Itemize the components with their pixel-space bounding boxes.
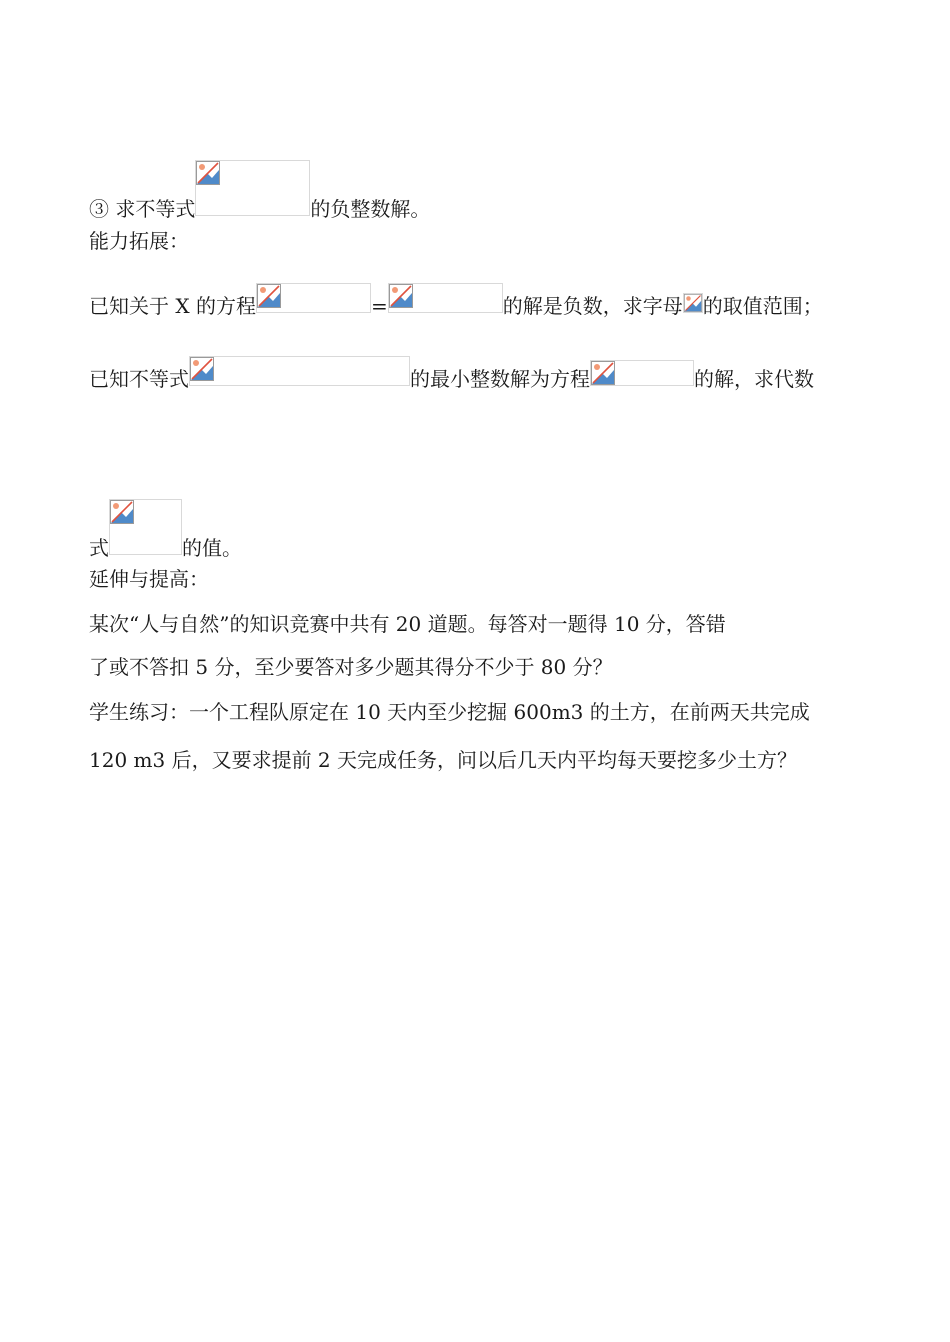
contest-line-1 bbox=[89, 614, 726, 634]
practice-text-2: 120 m3 后，又要求提前 2 天完成任务，问以后几天内平均每天要挖多少土方？ bbox=[89, 748, 798, 772]
ability-heading-text: 能力拓展： bbox=[89, 229, 189, 253]
broken-image-icon bbox=[196, 161, 220, 185]
practice-line-1 bbox=[89, 702, 810, 722]
contest-text-2: 了或不答扣 5 分，至少要答对多少题其得分不少于 80 分？ bbox=[89, 655, 613, 679]
ability-problem-2 bbox=[89, 356, 814, 389]
a1-middle: 的解是负数，求字母 bbox=[502, 294, 683, 318]
ability-problem-1 bbox=[89, 283, 823, 316]
expression-image bbox=[109, 499, 182, 555]
a2-prefix: 已知不等式 bbox=[89, 367, 189, 391]
equation2-image bbox=[590, 360, 694, 386]
ability-problem-2-cont bbox=[89, 499, 242, 558]
broken-image-icon bbox=[257, 284, 281, 308]
contest-line-2 bbox=[89, 657, 613, 677]
broken-image-icon bbox=[389, 284, 413, 308]
inequality2-image bbox=[189, 356, 410, 386]
contest-text-1: 某次“人与自然”的知识竞赛中共有 20 道题。每答对一题得 10 分，答错 bbox=[89, 612, 726, 636]
extension-heading bbox=[89, 569, 209, 589]
ability-heading bbox=[89, 231, 189, 251]
equals-sign: = bbox=[370, 294, 388, 318]
equation-right-image bbox=[388, 283, 503, 313]
extension-heading-text: 延伸与提高： bbox=[89, 567, 209, 591]
question-3-line bbox=[89, 160, 430, 219]
practice-line-2 bbox=[89, 750, 797, 770]
a2-middle: 的最小整数解为方程 bbox=[410, 367, 590, 391]
a1-suffix: 的取值范围； bbox=[702, 294, 823, 318]
a2b-suffix: 的值。 bbox=[182, 536, 242, 560]
broken-image-icon bbox=[591, 361, 615, 385]
a2-suffix: 的解，求代数 bbox=[694, 367, 814, 391]
broken-image-icon bbox=[190, 357, 214, 381]
q3-prefix: ③ 求不等式 bbox=[89, 197, 196, 221]
q3-suffix: 的负整数解。 bbox=[310, 197, 431, 221]
letter-image bbox=[683, 293, 703, 313]
equation-left-image bbox=[256, 283, 371, 313]
inequality-image bbox=[195, 160, 310, 216]
a2b-prefix: 式 bbox=[89, 536, 109, 560]
broken-image-icon bbox=[110, 500, 134, 524]
broken-image-icon bbox=[684, 294, 702, 312]
practice-text-1: 学生练习：一个工程队原定在 10 天内至少挖掘 600m3 的土方，在前两天共完成 bbox=[89, 700, 810, 724]
a1-prefix: 已知关于 X 的方程 bbox=[89, 294, 256, 318]
